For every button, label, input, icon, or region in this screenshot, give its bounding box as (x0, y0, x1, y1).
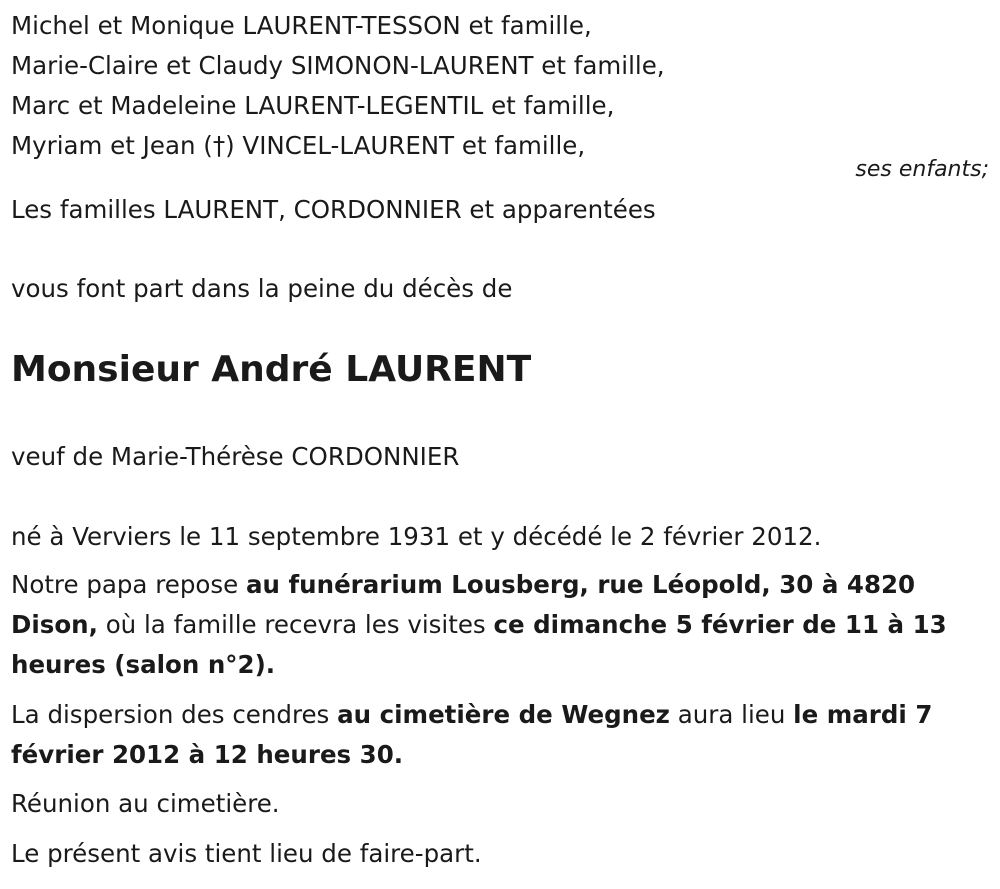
announcement-line: vous font part dans la peine du décès de (11, 274, 513, 303)
cemetery-name: au cimetière de Wegnez (337, 700, 670, 729)
dispersion-text-2: aura lieu (669, 700, 794, 729)
funeral-home-paragraph (11, 565, 986, 685)
family-line-2: Marie-Claire et Claudy SIMONON-LAURENT et famille, (11, 51, 665, 80)
relation-label: ses enfants; (855, 157, 989, 182)
family-line-1: Michel et Monique LAURENT-TESSON et famille, (11, 11, 592, 40)
dispersion-date: le mardi 7 février 2012 à 12 heures 30. (11, 700, 933, 769)
funeral-text-2: où la famille recevra les visites (97, 610, 494, 639)
visiting-hours: ce dimanche 5 février de 11 à 13 heures (salon n°2). (11, 610, 947, 679)
family-line-3: Marc et Madeleine LAURENT-LEGENTIL et famille, (11, 91, 615, 120)
family-line-4: Myriam et Jean (†) VINCEL-LAURENT et famille, (11, 131, 586, 160)
funeral-text-1: Notre papa repose (11, 570, 247, 599)
deceased-name: Monsieur André LAURENT (11, 349, 532, 390)
dispersion-paragraph (11, 695, 986, 775)
funeral-location: au funérarium Lousberg, rue Léopold, 30 à 4820 Dison, (11, 570, 916, 639)
dispersion-text-1: La dispersion des cendres (11, 700, 338, 729)
meeting-line: Réunion au cimetière. (11, 789, 280, 818)
closing-line: Le présent avis tient lieu de faire-part. (11, 839, 482, 868)
widower-line: veuf de Marie-Thérèse CORDONNIER (11, 442, 460, 471)
extended-family-line: Les familles LAURENT, CORDONNIER et apparentées (11, 195, 656, 224)
birth-death-line: né à Verviers le 11 septembre 1931 et y décédé le 2 février 2012. (11, 522, 822, 551)
